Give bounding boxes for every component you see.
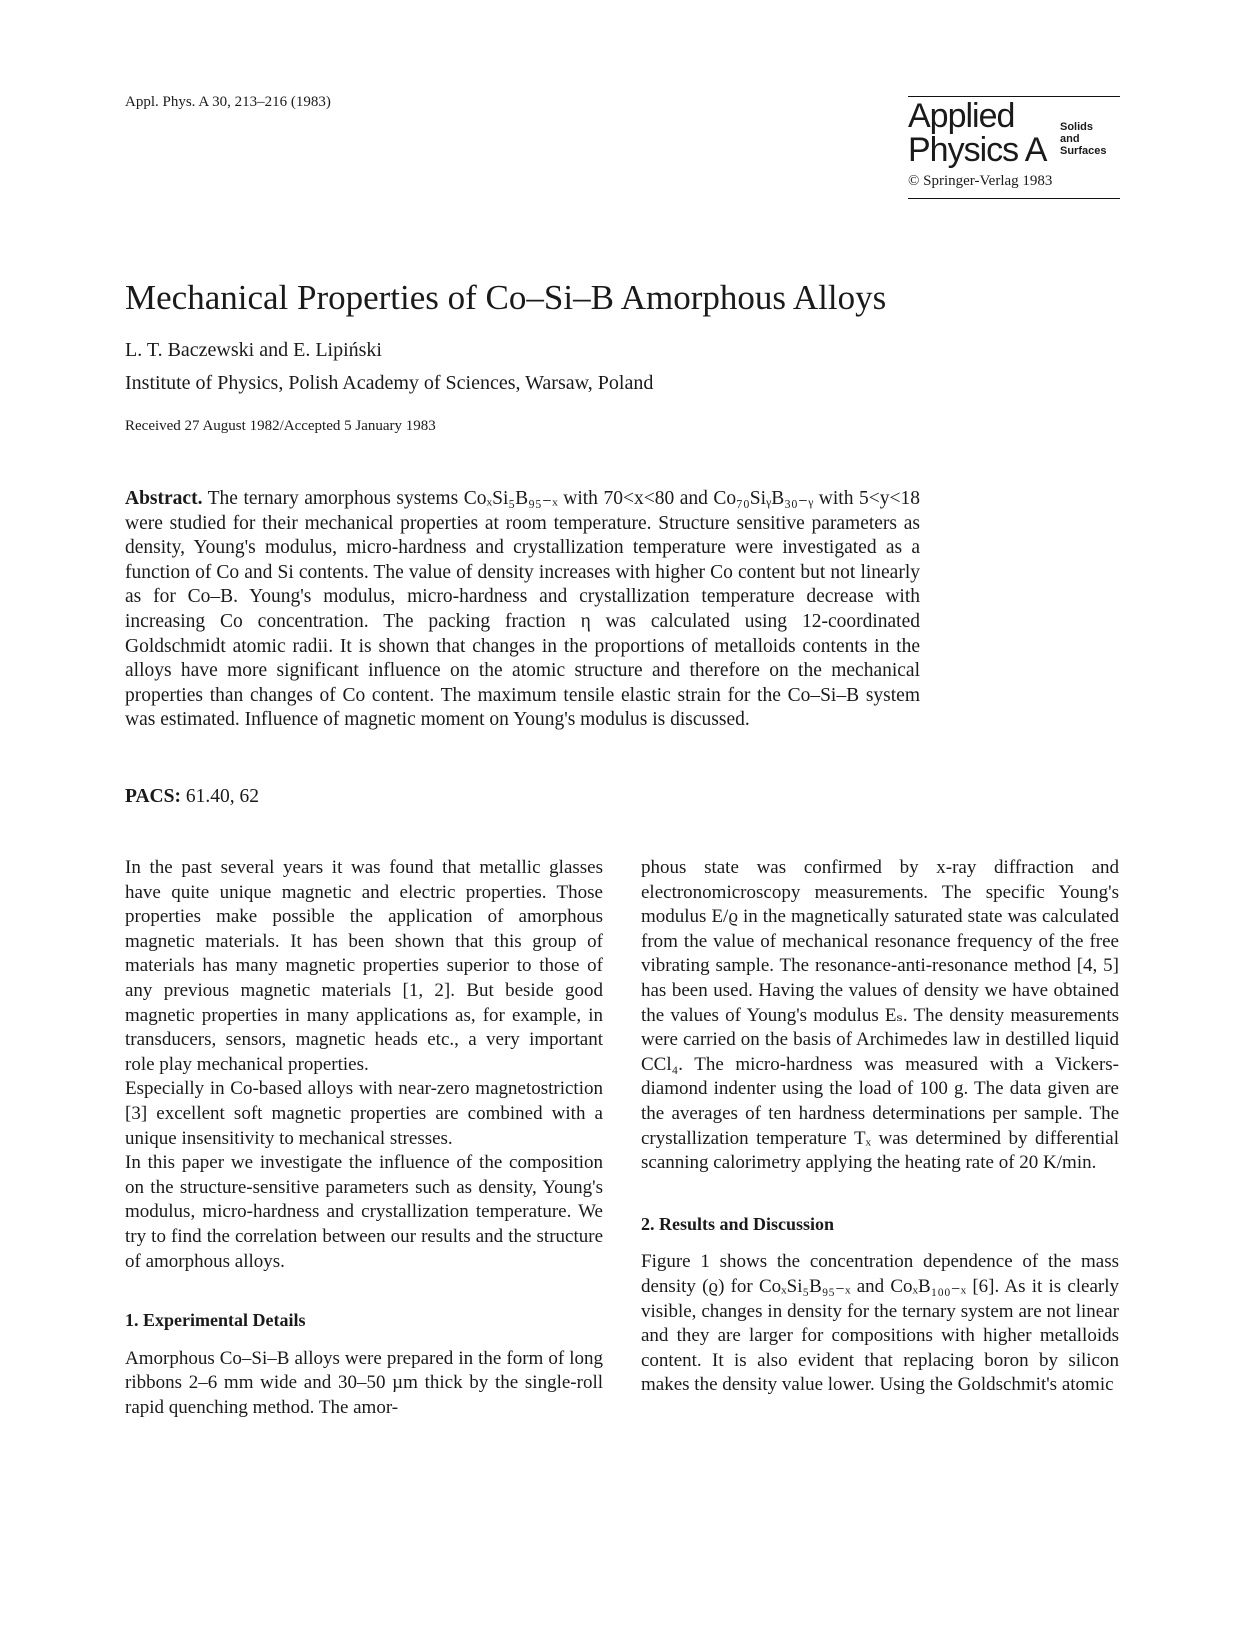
journal-logo-line1: Applied: [908, 97, 1015, 135]
experimental-paragraph: Amorphous Co–Si–B alloys were prepared in the form of long ribbons 2–6 mm wide and 30–50 µm thick by the single-roll rapid quenching method. The amor-: [125, 1347, 603, 1418]
paper-title: Mechanical Properties of Co–Si–B Amorphous Alloys: [125, 278, 887, 317]
pacs-codes: [125, 786, 259, 808]
section-heading-experimental: 1. Experimental Details: [125, 1310, 306, 1331]
results-paragraph: Figure 1 shows the concentration dependence of the mass density (ϱ) for CoₓSi₅B₉₅₋ₓ and CoₓB₁₀₀₋ₓ [6]. As it is clearly visible, changes in density for the ternary system are not linear and they are larger for compositions with higher metalloids content. It is also evident that replacing boron by silicon makes the density value lower. Using the Goldschmit's atomic: [641, 1251, 1119, 1396]
copyright-notice: © Springer-Verlag 1983: [908, 173, 1053, 189]
intro-paragraph-3: In this paper we investigate the influence of the composition on the structure-sensitive parameters such as density, Young's modulus, micro-hardness and crystallization temperature. We try to find the correlation between our results and the structure of amorphous alloys.: [125, 1152, 603, 1272]
experimental-paragraph-continued: phous state was confirmed by x-ray diffraction and electronomicroscopy measurements. The specific Young's modulus E/ϱ in the magnetically saturated state was calculated from the value of mechanical resonance frequency of the free vibrating sample. The resonance-anti-resonance method [4, 5] has been used. Having the values of density we have obtained the values of Young's modulus Eₛ. The density measurements were carried on the basis of Archimedes law in destilled liquid CCl₄. The micro-hardness was measured with a Vickers-diamond indenter using the load of 100 g. The data given are the averages of ten hardness determinations per sample. The crystallization temperature Tₓ was determined by differential scanning calorimetry applying the heating rate of 20 K/min.: [641, 857, 1119, 1174]
intro-paragraph-2: Especially in Co-based alloys with near-zero magnetostriction [3] excellent soft magnetic properties are combined with a unique insensitivity to mechanical stresses.: [125, 1078, 603, 1149]
journal-logo: [908, 97, 1120, 169]
right-column: [641, 856, 1119, 1398]
left-column: [125, 856, 603, 1420]
journal-masthead: [908, 96, 1120, 199]
paper-authors: L. T. Baczewski and E. Lipiński: [125, 339, 382, 361]
journal-sub1: Solids: [1060, 121, 1094, 133]
abstract-label: Abstract.: [125, 488, 203, 509]
pacs-value: 61.40, 62: [185, 786, 259, 807]
masthead-bottom-rule: [908, 198, 1120, 199]
journal-section-label: [1060, 121, 1106, 157]
received-dates: Received 27 August 1982/Accepted 5 January 1983: [125, 418, 436, 434]
pacs-label: PACS:: [125, 786, 181, 807]
paper-affiliation: Institute of Physics, Polish Academy of Sciences, Warsaw, Poland: [125, 372, 654, 394]
abstract-text: The ternary amorphous systems CoₓSi₅B₉₅₋ₓ with 70<x<80 and Co₇₀SiᵧB₃₀₋ᵧ with 5<y<18 were studied for their mechanical properties at room temperature. Structure sensitive parameters as density, Young's modulus, micro-hardness and crystallization temperature were investigated as a function of Co and Si contents. The value of density increases with higher Co content but not linearly as for Co–B. Young's modulus, micro-hardness and crystallization temperature decrease with increasing Co concentration. The packing fraction η was calculated using 12-coordinated Goldschmidt atomic radii. It is shown that changes in the proportions of metalloids contents in the alloys have more significant influence on the atomic structure and therefore on the mechanical properties than changes of Co content. The maximum tensile elastic strain for the Co–Si–B system was estimated. Influence of magnetic moment on Young's modulus is discussed.: [125, 488, 920, 731]
section-heading-results: 2. Results and Discussion: [641, 1213, 835, 1234]
journal-logo-line2: Physics A: [908, 131, 1047, 169]
journal-sub2: and: [1060, 133, 1080, 145]
abstract: [125, 487, 920, 733]
intro-paragraph-1: In the past several years it was found that metallic glasses have quite unique magnetic and electric properties. Those properties make possible the application of amorphous magnetic materials. It has been shown that this group of materials has many magnetic properties superior to those of any previous magnetic materials [1, 2]. But beside good magnetic properties in many applications as, for example, in transducers, sensors, magnetic heads etc., a very important role play mechanical properties.: [125, 857, 603, 1075]
journal-citation: Appl. Phys. A 30, 213–216 (1983): [125, 94, 331, 110]
journal-sub3: Surfaces: [1060, 145, 1107, 157]
